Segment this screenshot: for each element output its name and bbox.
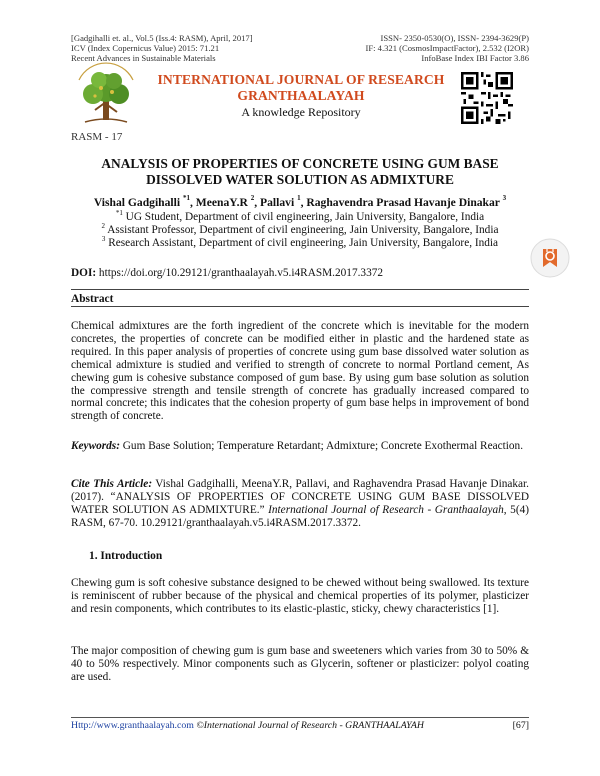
- header-icv-info: ICV (Index Copernicus Value) 2015: 71.21: [71, 43, 220, 53]
- page-number: [67]: [512, 720, 529, 731]
- abstract-bottom-rule: [71, 306, 529, 307]
- citation-journal: International Journal of Research - Granthaalayah: [268, 503, 504, 516]
- author-affiliation-mark: 1: [297, 194, 301, 202]
- header-issn-info: ISSN- 2350-0530(O), ISSN- 2394-3629(P): [380, 33, 529, 43]
- affiliation-mark: 2: [101, 222, 105, 230]
- journal-tagline: A knowledge Repository: [241, 105, 361, 119]
- article-title-line1: ANALYSIS OF PROPERTIES OF CONCRETE USING GUM BASE: [101, 156, 499, 171]
- doi-label: DOI:: [71, 267, 97, 279]
- abstract-text: Chemical admixtures are the forth ingredient of the concrete which is inevitable for the modern concretes, the properties of concrete can be modified either in plastic and the hardened state as required. In this paper analysis of properties of concrete using gum base dissolved water solution as chemical admixture is studied and verified to strength of concrete to normal Portland cement, As chewing gum is cohesive substance composed of gum base. By using gum base solution as solution the compressive strength and tensile strength of concrete has gradually increased compared to normal concrete; this indicates that the cohesion property of gum base helps in improvement of bond strength of concrete.: [71, 320, 529, 423]
- intro-paragraph-2: The major composition of chewing gum is gum base and sweeteners which varies from 30 to 50% & 40 to 50% respectively. Minor components such as Glycerin, softener or plasticizer: polyol coating are used.: [71, 645, 529, 683]
- affiliation: [71, 237, 529, 249]
- header-ibi-factor: InfoBase Index IBI Factor 3.86: [421, 53, 529, 63]
- author-affiliation-mark: 2: [250, 194, 255, 202]
- affiliation-mark: *1: [115, 209, 123, 217]
- keywords-label: Keywords:: [71, 440, 120, 452]
- qr-code-icon: [461, 72, 513, 124]
- article-title: [71, 156, 529, 188]
- author-name: Vishal Gadgihalli: [93, 196, 183, 209]
- header-series-info: Recent Advances in Sustainable Materials: [71, 53, 216, 63]
- journal-name-line1: INTERNATIONAL JOURNAL OF RESEARCH: [157, 72, 445, 87]
- affiliation-text: UG Student, Department of civil engineering, Jain University, Bangalore, India: [122, 211, 485, 223]
- tree-logo-icon: [71, 62, 141, 128]
- affiliation: [71, 211, 529, 223]
- article-title-line2: DISSOLVED WATER SOLUTION AS ADMIXTURE: [146, 172, 454, 187]
- header-volume-info: [Gadgihalli et. al., Vol.5 (Iss.4: RASM), April, 2017]: [71, 33, 253, 43]
- affiliation-text: Research Assistant, Department of civil engineering, Jain University, Bangalore, India: [105, 237, 499, 249]
- affiliation-mark: 3: [101, 235, 106, 243]
- article-code: RASM - 17: [71, 131, 123, 143]
- author-affiliation-mark: *1: [182, 194, 190, 202]
- footer-credit: [71, 720, 424, 731]
- open-access-badge-icon[interactable]: [530, 238, 570, 278]
- doi-link[interactable]: https://doi.org/10.29121/granthaalayah.v5.i4RASM.2017.3372: [96, 267, 384, 279]
- intro-paragraph-1: Chewing gum is soft cohesive substance designed to be chewed without being swallowed. Its texture is reminiscent of rubber because of the physical and chemical properties of its polymer, plasticizer and resin components, which contributes to its elastic-plastic, sticky, chewy characteristics [1].: [71, 577, 529, 615]
- affiliation-text: Assistant Professor, Department of civil engineering, Jain University, Bangalore, India: [105, 224, 499, 236]
- abstract-top-rule: [71, 289, 529, 290]
- author-name: , Pallavi: [254, 196, 298, 209]
- footer-url-link[interactable]: Http://www.granthaalayah.com: [71, 720, 194, 731]
- footer-rule: [71, 717, 529, 718]
- header-impact-factor: IF: 4.321 (CosmosImpactFactor), 2.532 (I2OR): [365, 43, 529, 53]
- keywords: [71, 440, 529, 453]
- citation-details: , 5(4) RASM, 67-70. 10.29121/granthaalayah.v5.i4RASM.2017.3372.: [71, 503, 529, 529]
- citation: [71, 478, 529, 530]
- author-name: , Raghavendra Prasad Havanje Dinakar: [300, 196, 503, 209]
- citation-label: Cite This Article:: [71, 478, 153, 490]
- affiliation: [71, 224, 529, 236]
- citation-text: Vishal Gadgihalli, MeenaY.R, Pallavi, and Raghavendra Prasad Havanje Dinakar. (2017). “ANALYSIS OF PROPERTIES OF CONCRETE USING GUM BASE DISSOLVED WATER SOLUTION AS ADMIXTURE.”: [71, 478, 529, 516]
- footer-copyright: ©International Journal of Research - GRANTHAALAYAH: [193, 720, 424, 731]
- doi-line: [71, 267, 383, 279]
- section-heading-introduction: 1. Introduction: [89, 550, 163, 562]
- abstract-heading: Abstract: [71, 293, 114, 305]
- journal-name-line2: GRANTHAALAYAH: [237, 88, 365, 103]
- author-affiliation-mark: 3: [502, 194, 507, 202]
- author-name: , MeenaY.R: [189, 196, 251, 209]
- keywords-text: Gum Base Solution; Temperature Retardant; Admixture; Concrete Exothermal Reaction.: [119, 440, 524, 452]
- journal-name: [146, 72, 456, 104]
- author-list: [71, 196, 529, 209]
